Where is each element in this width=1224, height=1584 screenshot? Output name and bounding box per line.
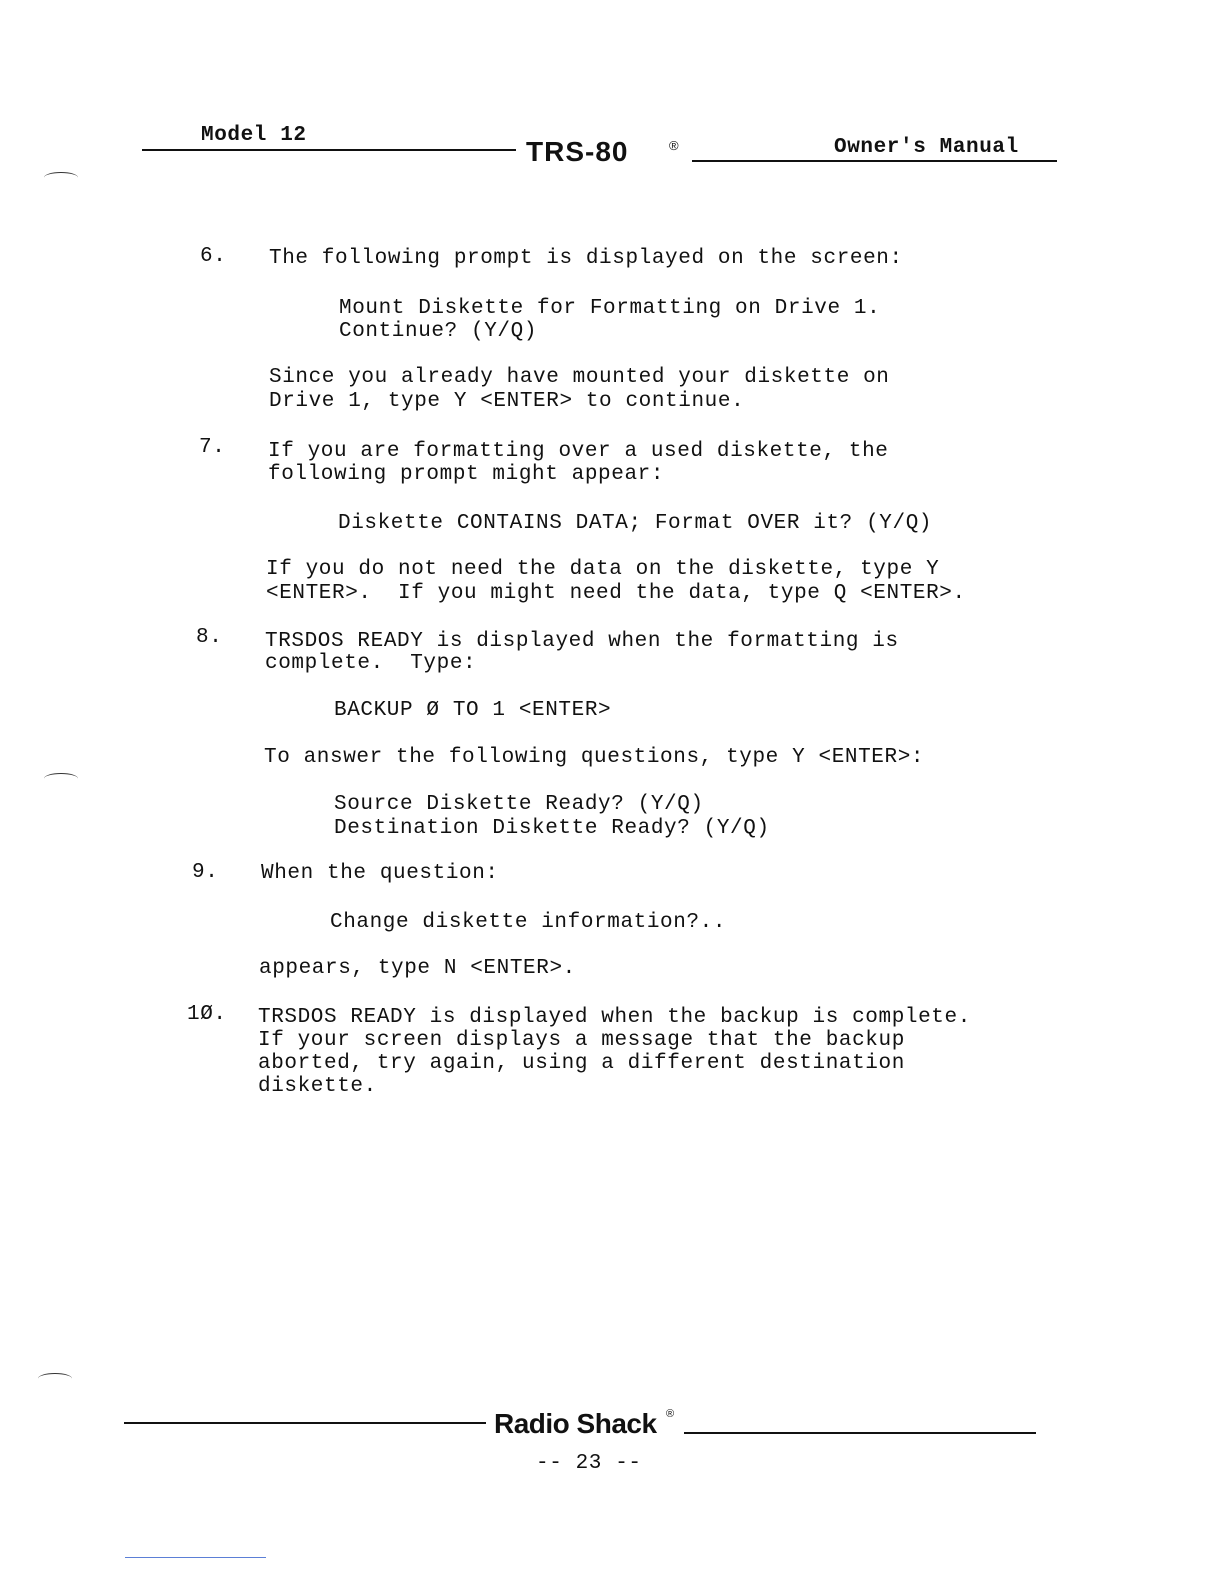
header-rule-right xyxy=(692,160,1057,162)
header-trs80-logo: TRS-80 xyxy=(526,136,629,167)
code-line: Diskette CONTAINS DATA; Format OVER it? (Y/Q) xyxy=(338,512,933,535)
code-line: Change diskette information?.. xyxy=(330,911,727,934)
step-number: 6. xyxy=(200,245,227,268)
step-text: If you do not need the data on the diskette, type Y xyxy=(266,558,940,581)
header-registered-mark: ® xyxy=(669,138,679,153)
footer-rule-right xyxy=(684,1432,1036,1434)
step-text: If you are formatting over a used diskette, the xyxy=(268,440,889,463)
header-rule-left xyxy=(142,149,516,151)
step-text: If your screen displays a message that the backup xyxy=(258,1029,905,1052)
page-number: -- 23 -- xyxy=(536,1452,642,1475)
step-number: 8. xyxy=(196,626,223,649)
code-line: Destination Diskette Ready? (Y/Q) xyxy=(334,817,770,840)
code-line: Source Diskette Ready? (Y/Q) xyxy=(334,793,704,816)
step-text: diskette. xyxy=(258,1075,377,1098)
step-text: To answer the following questions, type Y <ENTER>: xyxy=(264,746,925,769)
step-text: Since you already have mounted your diskette on xyxy=(269,366,890,389)
footer-rule-left xyxy=(124,1422,486,1424)
scan-mark xyxy=(38,1373,72,1384)
footer-radio-shack-logo: Radio Shack xyxy=(494,1408,657,1439)
code-line: Mount Diskette for Formatting on Drive 1. xyxy=(339,297,881,320)
code-line: Continue? (Y/Q) xyxy=(339,320,538,343)
step-text: When the question: xyxy=(261,862,499,885)
step-number: 7. xyxy=(199,436,226,459)
scan-mark xyxy=(44,773,78,784)
step-text: appears, type N <ENTER>. xyxy=(259,957,576,980)
step-text: TRSDOS READY is displayed when the formatting is xyxy=(265,630,899,653)
step-text: The following prompt is displayed on the screen: xyxy=(269,247,903,270)
step-number: 9. xyxy=(192,861,219,884)
footer-registered-mark: ® xyxy=(666,1408,675,1420)
step-text: following prompt might appear: xyxy=(268,463,665,486)
step-number: 1Ø. xyxy=(187,1003,227,1026)
step-text: complete. Type: xyxy=(265,652,477,675)
step-text: aborted, try again, using a different destination xyxy=(258,1052,905,1075)
header-model: Model 12 xyxy=(201,124,307,147)
step-text: <ENTER>. If you might need the data, type Q <ENTER>. xyxy=(266,582,966,605)
header-owners-manual: Owner's Manual xyxy=(834,136,1019,159)
scan-mark xyxy=(44,172,78,183)
step-text: Drive 1, type Y <ENTER> to continue. xyxy=(269,390,745,413)
code-line: BACKUP Ø TO 1 <ENTER> xyxy=(334,699,612,722)
bottom-edge-line xyxy=(125,1557,266,1558)
step-text: TRSDOS READY is displayed when the backup is complete. xyxy=(258,1006,971,1029)
